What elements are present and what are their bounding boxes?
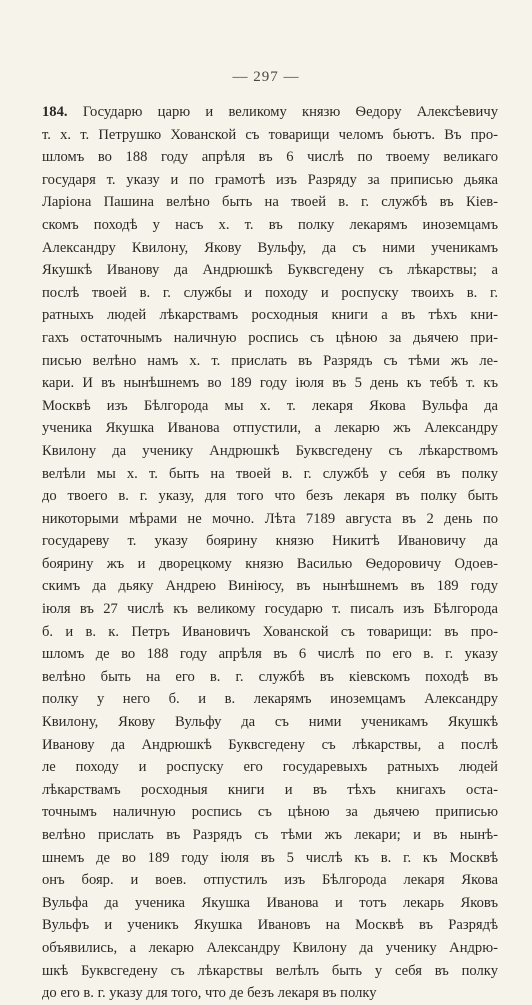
text-line: скомъ походѣ у насъ х. т. въ полку лекарямъ иноземцамъ bbox=[42, 216, 498, 233]
text-line: послѣ твоей в. г. службы и походу и роспуску твоихъ в. г. bbox=[42, 284, 498, 301]
text-line: шломъ де во 188 году апрѣля въ 6 числѣ по его в. г. указу bbox=[42, 646, 498, 663]
text-line: іюля въ 27 числѣ къ великому государю т. писалъ изъ Бѣлгорода bbox=[42, 601, 498, 618]
text-line: полку у него б. и в. лекарямъ иноземцамъ Александру bbox=[42, 691, 498, 708]
text-line: шнемъ де во 189 году іюля въ 5 числѣ къ в. г. къ Москвѣ bbox=[42, 849, 498, 866]
text-line: Александру Квилону, Якову Вульфу, да съ ними ученикамъ bbox=[42, 239, 498, 256]
page-number: — 297 — bbox=[232, 69, 300, 85]
text-line: велѣли мы х. т. быть на твоей в. г. службѣ у себя въ полку bbox=[42, 465, 498, 482]
text-line: велѣно прислать въ Разрядъ съ тѣми жъ лекари; и въ нынѣ- bbox=[42, 827, 498, 843]
text-line: точнымъ наличную роспись съ цѣною за дьячею приписью bbox=[42, 804, 498, 821]
text-line: Иванову да Андрюшкѣ Буквсгедену съ лѣкарствы, а послѣ bbox=[42, 736, 498, 753]
text-line: Квилону, Якову Вульфу да съ ними ученикамъ Якушкѣ bbox=[42, 714, 498, 731]
text-line: Ларіона Пашина велѣно быть на твоей в. г. службѣ въ Кіев- bbox=[42, 194, 498, 211]
text-line: государеву т. указу боярину князю Никитѣ Ивановичу да bbox=[42, 533, 498, 550]
text-line: велѣно быть на его в. г. службѣ въ кіевскомъ походѣ въ bbox=[42, 668, 498, 685]
text-line: Вульфа да ученика Якушка Иванова и тотъ лекарь Яковъ bbox=[42, 894, 498, 911]
text-line: Вульфъ и ученикъ Якушка Ивановъ на Москвѣ въ Разрядѣ bbox=[42, 917, 498, 934]
text-line: т. х. т. Петрушко Хованской съ товарищи челомъ бьютъ. Въ про- bbox=[42, 126, 498, 143]
text-line: лѣкарствамъ росходныя книги и въ тѣхъ книгахъ оста- bbox=[42, 781, 498, 798]
text-line: Якушкѣ Иванову да Андрюшкѣ Буквсгедену съ лѣкарствы; а bbox=[42, 262, 498, 279]
text-line: ратныхъ людей лѣкарствамъ росходныя книги а въ тѣхъ кни- bbox=[42, 307, 498, 324]
text-line: гахъ остаточнымъ наличную роспись съ цѣною за дьячею при- bbox=[42, 329, 498, 346]
text-line: боярину жъ и дворецкому князю Василью Ѳедоровичу Одоев- bbox=[42, 555, 498, 572]
document-text bbox=[42, 101, 498, 1005]
text-line: кари. И въ нынѣшнемъ во 189 году іюля въ 5 день къ тебѣ т. къ bbox=[42, 375, 498, 392]
text-line: Квилону да ученику Андрюшкѣ Буквсгедену съ лѣкарствомъ bbox=[42, 442, 498, 459]
document-number: 184. bbox=[42, 104, 68, 120]
text-line: шкѣ Буквсгедену съ лѣкарствы велѣлъ быть у себя въ полку bbox=[42, 962, 498, 979]
text-line: шломъ во 188 году апрѣля въ 6 числѣ по твоему великаго bbox=[42, 149, 498, 166]
text-line: писью велѣно намъ х. т. прислать въ Разрядъ съ тѣми жъ ле- bbox=[42, 352, 498, 369]
text-line: государя т. указу и по грамотѣ изъ Разряду за приписью дьяка bbox=[42, 171, 498, 188]
text-line: Москвѣ изъ Бѣлгорода мы х. т. лекаря Якова Вульфа да bbox=[42, 397, 498, 414]
text-line: ученика Якушка Иванова отпустили, а лекарю жъ Александру bbox=[42, 420, 498, 437]
text-line: до его в. г. указу для того, что де безъ лекаря въ полку bbox=[42, 985, 377, 1002]
text-line: б. и в. к. Петръ Ивановичъ Хованской съ товарищи: въ про- bbox=[42, 623, 498, 640]
text-line: до твоего в. г. указу, для того что безъ лекаря въ полку быть bbox=[42, 488, 498, 505]
text-line: онъ бояр. и воев. отпустилъ изъ Бѣлгорода лекаря Якова bbox=[42, 872, 498, 889]
text-line: ле походу и роспуску его государевыхъ ратныхъ людей bbox=[42, 759, 498, 776]
text-line: объявились, а лекарю Александру Квилону да ученику Андрю- bbox=[42, 939, 498, 956]
text-line: скимъ да дьяку Андрею Виніюсу, въ нынѣшнемъ въ 189 году bbox=[42, 578, 498, 595]
text-line: 184. Государю царю и великому князю Ѳедору Алексѣевичу bbox=[42, 104, 498, 120]
text-line: никоторыми мѣрами не мочно. Лѣта 7189 августа въ 2 день по bbox=[42, 510, 498, 527]
